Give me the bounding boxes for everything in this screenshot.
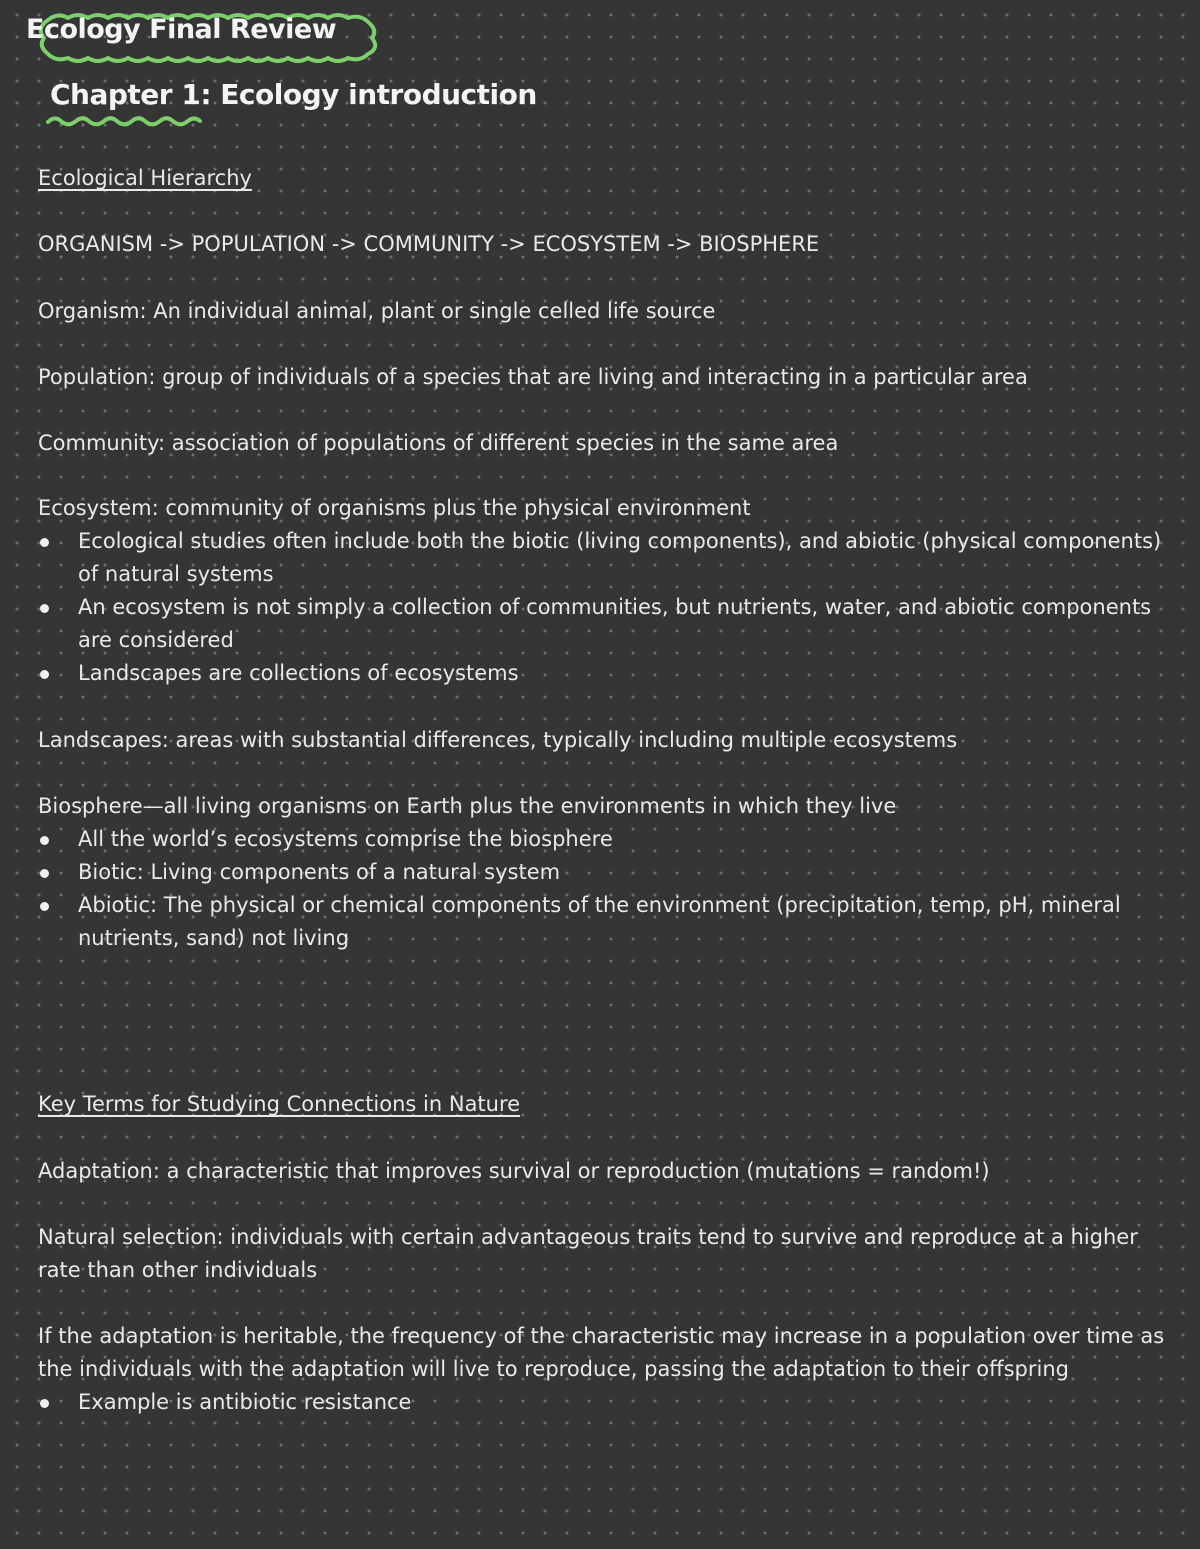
definition-organism: Organism: An individual animal, plant or single celled life source: [38, 299, 716, 323]
document-title: Ecology Final Review: [26, 14, 337, 45]
bullet-icon: [40, 1399, 49, 1408]
ecosystem-block: [38, 492, 1178, 690]
bullet-icon: [40, 836, 49, 845]
bullet-icon: [40, 538, 49, 547]
definition-ecosystem: Ecosystem: community of organisms plus the physical environment: [38, 496, 751, 520]
definition-community: Community: association of populations of different species in the same area: [38, 431, 839, 455]
bullet-text: An ecosystem is not simply a collection of communities, but nutrients, water, and abiotic components are considered: [78, 595, 1152, 652]
list-item: [38, 591, 1188, 657]
biosphere-block: [38, 790, 1178, 955]
bullet-text: Landscapes are collections of ecosystems: [78, 661, 519, 685]
hierarchy-chain: ORGANISM -> POPULATION -> COMMUNITY -> ECOSYSTEM -> BIOSPHERE: [38, 232, 820, 256]
bullet-text: Biotic: Living components of a natural system: [78, 860, 561, 884]
section-heading-ecological-hierarchy: Ecological Hierarchy: [38, 166, 252, 190]
bullet-text: Abiotic: The physical or chemical components of the environment (precipitation, temp, pH, mineral nutrients, sand) not living: [78, 893, 1121, 950]
heritable-paragraph: If the adaptation is heritable, the frequency of the characteristic may increase in a population over time as the individuals with the adaptation will live to reproduce, passing the adaptation to their offspring: [38, 1324, 1165, 1381]
chapter-squiggle-underline: [46, 112, 202, 128]
definition-biosphere: Biosphere—all living organisms on Earth plus the environments in which they live: [38, 794, 897, 818]
list-item: [38, 1386, 1188, 1419]
heritable-block: [38, 1320, 1178, 1419]
definition-natural-selection: Natural selection: individuals with certain advantageous traits tend to survive and reproduce at a higher rate than other individuals: [38, 1225, 1138, 1282]
bullet-icon: [40, 604, 49, 613]
heritable-bullet-list: [38, 1386, 1178, 1419]
list-item: [38, 856, 1188, 889]
list-item: [38, 823, 1188, 856]
chapter-title: Chapter 1: Ecology introduction: [50, 78, 537, 111]
ecosystem-bullet-list: [38, 525, 1178, 690]
bullet-text: All the world’s ecosystems comprise the biosphere: [78, 827, 613, 851]
list-item: [38, 657, 1188, 690]
bullet-text: Ecological studies often include both the biotic (living components), and abiotic (physical components) of natural systems: [78, 529, 1162, 586]
list-item: [38, 889, 1188, 955]
bullet-text: Example is antibiotic resistance: [78, 1390, 412, 1414]
definition-population: Population: group of individuals of a species that are living and interacting in a particular area: [38, 365, 1028, 389]
bullet-icon: [40, 869, 49, 878]
biosphere-bullet-list: [38, 823, 1178, 955]
section-heading-key-terms: Key Terms for Studying Connections in Nature: [38, 1092, 521, 1116]
bullet-icon: [40, 902, 49, 911]
list-item: [38, 525, 1188, 591]
bullet-icon: [40, 670, 49, 679]
definition-landscapes: Landscapes: areas with substantial differences, typically including multiple ecosystems: [38, 728, 958, 752]
definition-adaptation: Adaptation: a characteristic that improves survival or reproduction (mutations = random!): [38, 1159, 990, 1183]
